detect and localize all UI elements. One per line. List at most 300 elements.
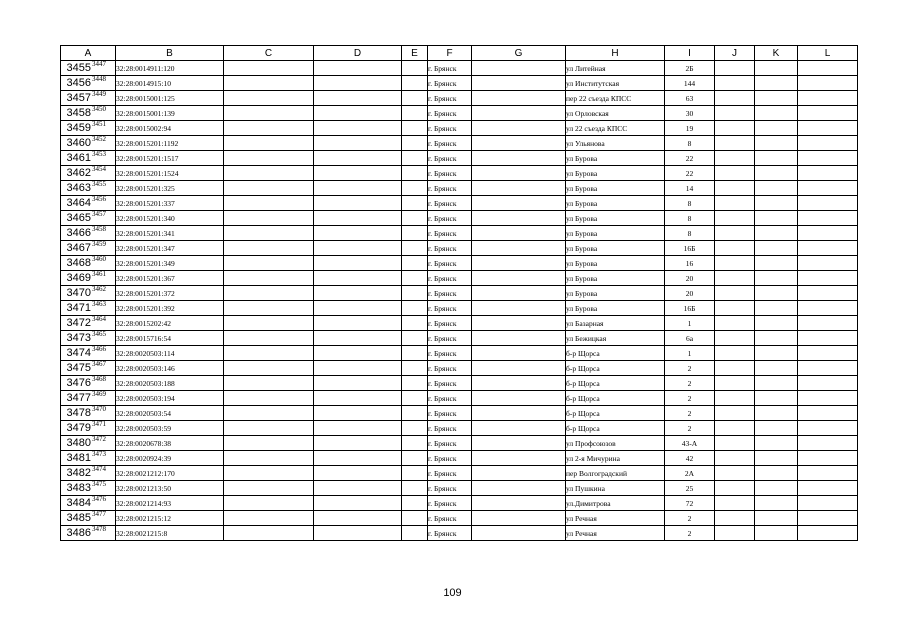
cell-l[interactable] — [798, 256, 858, 271]
cell-j[interactable] — [715, 61, 755, 76]
cell-b[interactable]: 32:28:0015201:325 — [116, 181, 224, 196]
cell-j[interactable] — [715, 376, 755, 391]
cell-f[interactable]: г. Брянск — [428, 526, 472, 541]
cell-d[interactable] — [314, 76, 402, 91]
cell-e[interactable] — [402, 151, 428, 166]
cell-g[interactable] — [472, 286, 566, 301]
cell-a[interactable] — [61, 241, 116, 256]
cell-b[interactable]: 32:28:0020503:59 — [116, 421, 224, 436]
cell-c[interactable] — [224, 181, 314, 196]
cell-i[interactable]: 16Б — [665, 241, 715, 256]
cell-h[interactable]: ул Профсоюзов — [566, 436, 665, 451]
cell-d[interactable] — [314, 166, 402, 181]
cell-k[interactable] — [755, 91, 798, 106]
cell-e[interactable] — [402, 526, 428, 541]
cell-d[interactable] — [314, 376, 402, 391]
cell-f[interactable]: г. Брянск — [428, 121, 472, 136]
cell-c[interactable] — [224, 496, 314, 511]
cell-l[interactable] — [798, 286, 858, 301]
cell-e[interactable] — [402, 211, 428, 226]
cell-e[interactable] — [402, 76, 428, 91]
cell-k[interactable] — [755, 391, 798, 406]
cell-f[interactable]: г. Брянск — [428, 346, 472, 361]
cell-e[interactable] — [402, 301, 428, 316]
cell-i[interactable]: 22 — [665, 166, 715, 181]
cell-f[interactable]: г. Брянск — [428, 166, 472, 181]
cell-e[interactable] — [402, 391, 428, 406]
cell-l[interactable] — [798, 61, 858, 76]
cell-f[interactable]: г. Брянск — [428, 136, 472, 151]
cell-i[interactable]: 2 — [665, 376, 715, 391]
cell-j[interactable] — [715, 316, 755, 331]
cell-l[interactable] — [798, 331, 858, 346]
cell-c[interactable] — [224, 76, 314, 91]
cell-f[interactable]: г. Брянск — [428, 316, 472, 331]
cell-g[interactable] — [472, 136, 566, 151]
cell-l[interactable] — [798, 346, 858, 361]
column-header-j[interactable]: J — [715, 46, 755, 61]
cell-b[interactable]: 32:28:0020503:54 — [116, 406, 224, 421]
cell-e[interactable] — [402, 91, 428, 106]
cell-b[interactable]: 32:28:0015201:340 — [116, 211, 224, 226]
cell-c[interactable] — [224, 286, 314, 301]
cell-l[interactable] — [798, 241, 858, 256]
cell-a[interactable] — [61, 226, 116, 241]
cell-l[interactable] — [798, 211, 858, 226]
cell-l[interactable] — [798, 166, 858, 181]
cell-b[interactable]: 32:28:0015201:347 — [116, 241, 224, 256]
cell-e[interactable] — [402, 136, 428, 151]
cell-k[interactable] — [755, 121, 798, 136]
cell-a[interactable] — [61, 271, 116, 286]
cell-j[interactable] — [715, 406, 755, 421]
cell-a[interactable] — [61, 406, 116, 421]
cell-i[interactable]: 63 — [665, 91, 715, 106]
cell-j[interactable] — [715, 526, 755, 541]
cell-l[interactable] — [798, 466, 858, 481]
cell-j[interactable] — [715, 211, 755, 226]
cell-c[interactable] — [224, 421, 314, 436]
cell-e[interactable] — [402, 436, 428, 451]
cell-h[interactable]: ул Бурова — [566, 271, 665, 286]
cell-k[interactable] — [755, 511, 798, 526]
cell-i[interactable]: 8 — [665, 226, 715, 241]
cell-g[interactable] — [472, 166, 566, 181]
cell-h[interactable]: ул Бурова — [566, 196, 665, 211]
cell-j[interactable] — [715, 511, 755, 526]
cell-j[interactable] — [715, 421, 755, 436]
cell-h[interactable]: ул Речная — [566, 511, 665, 526]
cell-i[interactable]: 43-А — [665, 436, 715, 451]
cell-l[interactable] — [798, 181, 858, 196]
cell-c[interactable] — [224, 301, 314, 316]
cell-f[interactable]: г. Брянск — [428, 496, 472, 511]
column-header-d[interactable]: D — [314, 46, 402, 61]
cell-b[interactable]: 32:28:0021212:170 — [116, 466, 224, 481]
cell-b[interactable]: 32:28:0015201:349 — [116, 256, 224, 271]
cell-l[interactable] — [798, 436, 858, 451]
cell-h[interactable]: б-р Щорса — [566, 406, 665, 421]
cell-f[interactable]: г. Брянск — [428, 151, 472, 166]
cell-g[interactable] — [472, 481, 566, 496]
cell-e[interactable] — [402, 196, 428, 211]
cell-k[interactable] — [755, 436, 798, 451]
cell-e[interactable] — [402, 331, 428, 346]
cell-f[interactable]: г. Брянск — [428, 421, 472, 436]
cell-e[interactable] — [402, 166, 428, 181]
cell-g[interactable] — [472, 421, 566, 436]
cell-b[interactable]: 32:28:0015201:337 — [116, 196, 224, 211]
cell-c[interactable] — [224, 331, 314, 346]
column-header-h[interactable]: H — [566, 46, 665, 61]
cell-f[interactable]: г. Брянск — [428, 466, 472, 481]
cell-a[interactable] — [61, 61, 116, 76]
cell-c[interactable] — [224, 466, 314, 481]
column-header-b[interactable]: B — [116, 46, 224, 61]
cell-j[interactable] — [715, 436, 755, 451]
cell-g[interactable] — [472, 241, 566, 256]
cell-b[interactable]: 32:28:0021213:50 — [116, 481, 224, 496]
cell-i[interactable]: 19 — [665, 121, 715, 136]
cell-g[interactable] — [472, 346, 566, 361]
cell-i[interactable]: 72 — [665, 496, 715, 511]
cell-l[interactable] — [798, 196, 858, 211]
cell-i[interactable]: 8 — [665, 211, 715, 226]
cell-k[interactable] — [755, 61, 798, 76]
cell-c[interactable] — [224, 511, 314, 526]
cell-j[interactable] — [715, 91, 755, 106]
cell-j[interactable] — [715, 76, 755, 91]
cell-e[interactable] — [402, 481, 428, 496]
cell-d[interactable] — [314, 91, 402, 106]
cell-i[interactable]: 2 — [665, 526, 715, 541]
cell-f[interactable]: г. Брянск — [428, 256, 472, 271]
cell-c[interactable] — [224, 376, 314, 391]
cell-d[interactable] — [314, 316, 402, 331]
cell-a[interactable] — [61, 166, 116, 181]
cell-d[interactable] — [314, 241, 402, 256]
cell-d[interactable] — [314, 301, 402, 316]
cell-c[interactable] — [224, 256, 314, 271]
cell-d[interactable] — [314, 451, 402, 466]
cell-j[interactable] — [715, 166, 755, 181]
cell-a[interactable] — [61, 301, 116, 316]
cell-b[interactable]: 32:28:0015202:42 — [116, 316, 224, 331]
cell-g[interactable] — [472, 436, 566, 451]
cell-l[interactable] — [798, 376, 858, 391]
cell-h[interactable]: ул Бурова — [566, 256, 665, 271]
cell-b[interactable]: 32:28:0015201:341 — [116, 226, 224, 241]
cell-f[interactable]: г. Брянск — [428, 361, 472, 376]
cell-h[interactable]: ул Бурова — [566, 301, 665, 316]
cell-k[interactable] — [755, 406, 798, 421]
cell-b[interactable]: 32:28:0015201:372 — [116, 286, 224, 301]
cell-c[interactable] — [224, 526, 314, 541]
cell-a[interactable] — [61, 481, 116, 496]
cell-b[interactable]: 32:28:0020503:194 — [116, 391, 224, 406]
cell-c[interactable] — [224, 241, 314, 256]
cell-e[interactable] — [402, 361, 428, 376]
cell-d[interactable] — [314, 481, 402, 496]
cell-h[interactable]: пер Волгоградский — [566, 466, 665, 481]
cell-d[interactable] — [314, 256, 402, 271]
cell-d[interactable] — [314, 436, 402, 451]
cell-b[interactable]: 32:28:0021215:12 — [116, 511, 224, 526]
cell-c[interactable] — [224, 316, 314, 331]
cell-d[interactable] — [314, 466, 402, 481]
cell-h[interactable]: ул Орловская — [566, 106, 665, 121]
cell-f[interactable]: г. Брянск — [428, 391, 472, 406]
cell-j[interactable] — [715, 241, 755, 256]
cell-e[interactable] — [402, 451, 428, 466]
cell-k[interactable] — [755, 181, 798, 196]
cell-f[interactable]: г. Брянск — [428, 91, 472, 106]
cell-h[interactable]: ул Бурова — [566, 211, 665, 226]
cell-h[interactable]: ул 22 съезда КПСС — [566, 121, 665, 136]
cell-j[interactable] — [715, 361, 755, 376]
cell-k[interactable] — [755, 76, 798, 91]
cell-f[interactable]: г. Брянск — [428, 406, 472, 421]
cell-h[interactable]: б-р Щорса — [566, 376, 665, 391]
cell-b[interactable]: 32:28:0021215:8 — [116, 526, 224, 541]
cell-k[interactable] — [755, 136, 798, 151]
cell-f[interactable]: г. Брянск — [428, 271, 472, 286]
cell-f[interactable]: г. Брянск — [428, 196, 472, 211]
cell-g[interactable] — [472, 211, 566, 226]
cell-i[interactable]: 20 — [665, 286, 715, 301]
cell-d[interactable] — [314, 391, 402, 406]
cell-b[interactable]: 32:28:0020678:38 — [116, 436, 224, 451]
cell-e[interactable] — [402, 496, 428, 511]
column-header-a[interactable]: A — [61, 46, 116, 61]
cell-a[interactable] — [61, 286, 116, 301]
cell-a[interactable] — [61, 376, 116, 391]
cell-j[interactable] — [715, 181, 755, 196]
cell-c[interactable] — [224, 346, 314, 361]
cell-h[interactable]: ул Пушкина — [566, 481, 665, 496]
cell-b[interactable]: 32:28:0015001:125 — [116, 91, 224, 106]
cell-g[interactable] — [472, 376, 566, 391]
cell-c[interactable] — [224, 226, 314, 241]
cell-g[interactable] — [472, 91, 566, 106]
cell-d[interactable] — [314, 196, 402, 211]
cell-a[interactable] — [61, 316, 116, 331]
cell-a[interactable] — [61, 361, 116, 376]
cell-l[interactable] — [798, 106, 858, 121]
cell-e[interactable] — [402, 271, 428, 286]
cell-k[interactable] — [755, 496, 798, 511]
cell-b[interactable]: 32:28:0015201:1524 — [116, 166, 224, 181]
cell-l[interactable] — [798, 361, 858, 376]
cell-g[interactable] — [472, 511, 566, 526]
cell-a[interactable] — [61, 181, 116, 196]
cell-l[interactable] — [798, 271, 858, 286]
cell-k[interactable] — [755, 106, 798, 121]
cell-f[interactable]: г. Брянск — [428, 61, 472, 76]
cell-a[interactable] — [61, 436, 116, 451]
cell-g[interactable] — [472, 226, 566, 241]
cell-i[interactable]: 2А — [665, 466, 715, 481]
cell-h[interactable]: ул Базарная — [566, 316, 665, 331]
cell-f[interactable]: г. Брянск — [428, 76, 472, 91]
cell-h[interactable]: ул Бурова — [566, 241, 665, 256]
cell-d[interactable] — [314, 211, 402, 226]
cell-k[interactable] — [755, 361, 798, 376]
cell-e[interactable] — [402, 106, 428, 121]
column-header-e[interactable]: E — [402, 46, 428, 61]
cell-l[interactable] — [798, 391, 858, 406]
cell-e[interactable] — [402, 241, 428, 256]
cell-a[interactable] — [61, 421, 116, 436]
cell-d[interactable] — [314, 496, 402, 511]
cell-e[interactable] — [402, 181, 428, 196]
cell-e[interactable] — [402, 421, 428, 436]
cell-i[interactable]: 16Б — [665, 301, 715, 316]
cell-i[interactable]: 25 — [665, 481, 715, 496]
cell-g[interactable] — [472, 316, 566, 331]
cell-g[interactable] — [472, 496, 566, 511]
cell-l[interactable] — [798, 406, 858, 421]
cell-g[interactable] — [472, 466, 566, 481]
cell-l[interactable] — [798, 316, 858, 331]
cell-c[interactable] — [224, 436, 314, 451]
cell-e[interactable] — [402, 61, 428, 76]
cell-e[interactable] — [402, 511, 428, 526]
cell-c[interactable] — [224, 91, 314, 106]
cell-l[interactable] — [798, 301, 858, 316]
column-header-f[interactable]: F — [428, 46, 472, 61]
cell-h[interactable]: ул Бурова — [566, 151, 665, 166]
cell-d[interactable] — [314, 511, 402, 526]
cell-l[interactable] — [798, 91, 858, 106]
column-header-k[interactable]: K — [755, 46, 798, 61]
cell-k[interactable] — [755, 421, 798, 436]
cell-g[interactable] — [472, 391, 566, 406]
cell-c[interactable] — [224, 166, 314, 181]
cell-a[interactable] — [61, 391, 116, 406]
cell-j[interactable] — [715, 451, 755, 466]
cell-b[interactable]: 32:28:0015002:94 — [116, 121, 224, 136]
cell-l[interactable] — [798, 76, 858, 91]
cell-k[interactable] — [755, 286, 798, 301]
cell-a[interactable] — [61, 496, 116, 511]
column-header-c[interactable]: C — [224, 46, 314, 61]
cell-i[interactable]: 1 — [665, 316, 715, 331]
cell-c[interactable] — [224, 451, 314, 466]
cell-f[interactable]: г. Брянск — [428, 511, 472, 526]
cell-b[interactable]: 32:28:0015201:1517 — [116, 151, 224, 166]
cell-c[interactable] — [224, 61, 314, 76]
cell-i[interactable]: 8 — [665, 136, 715, 151]
cell-j[interactable] — [715, 466, 755, 481]
cell-j[interactable] — [715, 256, 755, 271]
cell-h[interactable]: б-р Щорса — [566, 421, 665, 436]
cell-h[interactable]: б-р Щорса — [566, 361, 665, 376]
cell-k[interactable] — [755, 226, 798, 241]
cell-g[interactable] — [472, 331, 566, 346]
cell-j[interactable] — [715, 121, 755, 136]
cell-j[interactable] — [715, 496, 755, 511]
cell-b[interactable]: 32:28:0020503:146 — [116, 361, 224, 376]
cell-h[interactable]: ул Бурова — [566, 181, 665, 196]
cell-h[interactable]: ул Бежицкая — [566, 331, 665, 346]
cell-h[interactable]: ул.Димитрова — [566, 496, 665, 511]
column-header-i[interactable]: I — [665, 46, 715, 61]
cell-l[interactable] — [798, 121, 858, 136]
cell-h[interactable]: б-р Щорса — [566, 391, 665, 406]
cell-c[interactable] — [224, 271, 314, 286]
cell-d[interactable] — [314, 136, 402, 151]
cell-g[interactable] — [472, 451, 566, 466]
cell-j[interactable] — [715, 481, 755, 496]
cell-l[interactable] — [798, 451, 858, 466]
cell-i[interactable]: 2 — [665, 511, 715, 526]
cell-j[interactable] — [715, 331, 755, 346]
cell-i[interactable]: 144 — [665, 76, 715, 91]
cell-h[interactable]: ул Литейная — [566, 61, 665, 76]
cell-c[interactable] — [224, 136, 314, 151]
cell-k[interactable] — [755, 271, 798, 286]
cell-b[interactable]: 32:28:0020503:188 — [116, 376, 224, 391]
cell-d[interactable] — [314, 361, 402, 376]
cell-c[interactable] — [224, 211, 314, 226]
cell-a[interactable] — [61, 511, 116, 526]
cell-g[interactable] — [472, 121, 566, 136]
cell-g[interactable] — [472, 76, 566, 91]
cell-g[interactable] — [472, 301, 566, 316]
cell-l[interactable] — [798, 151, 858, 166]
cell-i[interactable]: 2 — [665, 421, 715, 436]
cell-b[interactable]: 32:28:0014911:120 — [116, 61, 224, 76]
cell-f[interactable]: г. Брянск — [428, 181, 472, 196]
cell-e[interactable] — [402, 346, 428, 361]
cell-i[interactable]: 6а — [665, 331, 715, 346]
cell-h[interactable]: ул Институтская — [566, 76, 665, 91]
cell-d[interactable] — [314, 526, 402, 541]
cell-k[interactable] — [755, 346, 798, 361]
cell-j[interactable] — [715, 226, 755, 241]
cell-k[interactable] — [755, 211, 798, 226]
cell-c[interactable] — [224, 361, 314, 376]
cell-k[interactable] — [755, 256, 798, 271]
cell-b[interactable]: 32:28:0015001:139 — [116, 106, 224, 121]
cell-k[interactable] — [755, 481, 798, 496]
cell-b[interactable]: 32:28:0015201:367 — [116, 271, 224, 286]
cell-b[interactable]: 32:28:0021214:93 — [116, 496, 224, 511]
cell-c[interactable] — [224, 151, 314, 166]
cell-g[interactable] — [472, 196, 566, 211]
cell-i[interactable]: 14 — [665, 181, 715, 196]
cell-e[interactable] — [402, 121, 428, 136]
cell-f[interactable]: г. Брянск — [428, 436, 472, 451]
cell-l[interactable] — [798, 511, 858, 526]
cell-i[interactable]: 16 — [665, 256, 715, 271]
cell-a[interactable] — [61, 526, 116, 541]
cell-e[interactable] — [402, 286, 428, 301]
cell-d[interactable] — [314, 121, 402, 136]
cell-f[interactable]: г. Брянск — [428, 331, 472, 346]
cell-j[interactable] — [715, 346, 755, 361]
cell-b[interactable]: 32:28:0020503:114 — [116, 346, 224, 361]
cell-a[interactable] — [61, 76, 116, 91]
cell-g[interactable] — [472, 406, 566, 421]
cell-j[interactable] — [715, 136, 755, 151]
cell-g[interactable] — [472, 271, 566, 286]
cell-k[interactable] — [755, 316, 798, 331]
cell-i[interactable]: 20 — [665, 271, 715, 286]
cell-i[interactable]: 8 — [665, 196, 715, 211]
cell-g[interactable] — [472, 526, 566, 541]
